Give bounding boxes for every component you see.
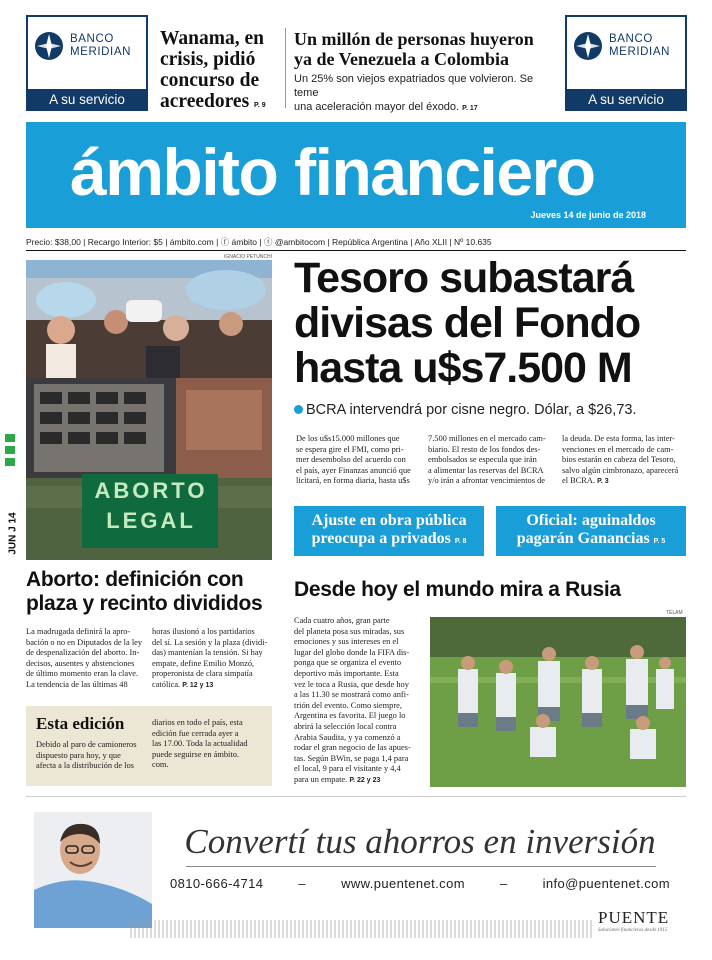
text-line: la deuda. De esta forma, las inter-	[562, 434, 675, 443]
box-line1: Ajuste en obra pública	[311, 512, 467, 529]
bank-ad-right[interactable]	[565, 15, 687, 111]
headline-line1: Tesoro subastará	[294, 254, 634, 302]
main-headline[interactable]	[294, 256, 686, 391]
main-col-3	[562, 434, 686, 488]
text-line: puede seguirse en ámbito.	[152, 749, 239, 759]
subhead-text: BCRA intervendrá por cisne negro. Dólar, a $26,73.	[306, 402, 637, 418]
teaser-venezuela[interactable]	[294, 29, 560, 116]
protest-sign-line2: LEGAL	[106, 508, 196, 533]
edition-box	[26, 706, 272, 786]
ad-dash: –	[499, 876, 508, 891]
bank-logo	[34, 31, 131, 61]
text-line: a las 11.30 se mostrará como anfi-	[294, 690, 409, 700]
text-line: De los u$s15.000 millones que	[296, 434, 400, 443]
russia-headline[interactable]: Desde hoy el mundo mira a Rusia	[294, 578, 621, 601]
text-line: das) mantenían la tensión. Si hay	[152, 648, 263, 658]
edition-col-2	[152, 718, 264, 771]
text-line: y/o irán a afrontar vencimientos de	[428, 476, 545, 486]
teaser-sub-line2	[294, 100, 560, 116]
compass-logo-icon	[34, 31, 64, 61]
man-photo	[34, 812, 152, 928]
text-line-text: el BCRA.	[562, 476, 596, 486]
edition-title: Esta edición	[36, 714, 125, 733]
ad-web[interactable]: www.puentenet.com	[341, 876, 465, 891]
page-ref: P. 8	[454, 538, 467, 545]
photo-credit: IGNACIO PETUNCHI	[224, 254, 273, 260]
text-line: bios estarán en cabeza del Tesoro,	[562, 455, 676, 465]
page-ref: P. 12 y 13	[182, 681, 214, 689]
russia-col	[294, 616, 420, 787]
box-obra-publica[interactable]	[294, 506, 484, 556]
teaser-title-line2: crisis, pidió	[160, 49, 256, 70]
football-photo-art	[430, 617, 686, 787]
bank-logo	[573, 31, 670, 61]
text-line: biario. El resto de los fondos des-	[428, 444, 541, 454]
ad-divider	[186, 866, 656, 867]
box-line2	[496, 530, 686, 551]
teaser-title-line1: Wanama, en	[160, 28, 265, 49]
text-line: venciones en el mercado de cam-	[562, 444, 674, 454]
text-line: de despenalización del aborto. In-	[26, 648, 140, 658]
text-line	[152, 680, 272, 692]
text-line: La tendencia de las últimas 48	[26, 679, 128, 689]
teaser-title-line4	[160, 91, 280, 116]
bank-tagline: A su servicio	[565, 89, 687, 111]
text-line: embolsados se especula que irán	[428, 455, 537, 465]
text-line: tas. Según BWin, se paga 1,4 para	[294, 753, 409, 763]
box-line2	[294, 530, 484, 551]
text-line: lugar del globo donde la FIFA dis-	[294, 647, 410, 657]
main-col-2	[428, 434, 554, 487]
headline-line2: plaza y recinto divididos	[26, 592, 263, 615]
text-line: abrirá la selección local contra	[294, 721, 397, 731]
man-photo-art	[34, 812, 152, 928]
main-col-1	[296, 434, 420, 487]
text-line: licitará, en forma diaria, hasta u$s	[296, 476, 410, 486]
headline-line3: hasta u$s7.500 M	[294, 344, 632, 392]
text-line: diarios en todo el país, esta	[152, 718, 243, 727]
text-line-text: para un empate.	[294, 774, 348, 784]
aborto-col-2	[152, 627, 272, 692]
headline-line2: divisas del Fondo	[294, 299, 641, 347]
text-line-text: católica.	[152, 679, 181, 689]
ad-fine-print	[130, 920, 594, 938]
edition-col-1	[36, 740, 148, 772]
ad-brand: PUENTE	[598, 908, 670, 927]
text-line: deportivo más importante. Esta	[294, 668, 399, 678]
text-line: a alimentar las reservas del BCRA	[428, 465, 544, 475]
page-ref: P. 17	[462, 105, 478, 112]
masthead-title[interactable]: ámbito financiero	[70, 135, 595, 209]
text-line: Cada cuatro años, gran parte	[294, 616, 390, 625]
aborto-headline[interactable]	[26, 568, 276, 616]
text-line: Argentina es favorita. El juego lo	[294, 711, 406, 721]
teaser-sub-line1: Un 25% son viejos expatriados que volvieron. Se teme	[294, 73, 534, 99]
page-ref: P. 22 y 23	[349, 776, 381, 784]
side-date: JUN J 14	[7, 512, 19, 555]
bank-ad-left[interactable]	[26, 15, 148, 111]
teaser-title-text: acreedores	[160, 91, 250, 112]
text-line	[294, 775, 420, 787]
ad-brand-sub: Soluciones financieras desde 1915	[598, 928, 668, 933]
text-line: afecta a la distribución de los	[36, 761, 134, 771]
bank-name-line1: BANCO	[70, 33, 114, 45]
rule	[26, 250, 686, 251]
teaser-wanama[interactable]	[160, 28, 280, 116]
bank-name-line2: MERIDIAN	[609, 46, 671, 58]
text-line: Debido al paro de camioneros	[36, 740, 137, 749]
text-line: edición fue cerrada ayer a	[152, 728, 239, 738]
text-line: bación o no en Diputados de la ley	[26, 637, 143, 647]
headline-line1: Aborto: definición con	[26, 568, 244, 591]
text-line: se espera gire el FMI, como pri-	[296, 444, 404, 454]
text-line: properonista de clara simpatía	[152, 669, 253, 679]
text-line: del planeta posa sus miradas, sus	[294, 626, 405, 636]
ad-contact-line	[170, 876, 670, 891]
teaser-sub-text: una aceleración mayor del éxodo.	[294, 101, 460, 113]
bank-tagline: A su servicio	[26, 89, 148, 111]
side-marks	[5, 434, 15, 468]
teaser-title-line1: Un millón de personas huyeron	[294, 29, 534, 49]
box-line2-text: preocupa a privados	[311, 530, 451, 547]
text-line: dispuesto para hoy, y que	[36, 750, 121, 760]
page-ref: P. 9	[254, 102, 266, 109]
text-line: del sí. La sesión y la plaza (dividi-	[152, 637, 268, 647]
text-line: el país, ayer Finanzas anunció que	[296, 465, 411, 475]
teaser-title-line3: concurso de	[160, 70, 260, 91]
bank-name	[609, 33, 670, 59]
bullet-icon	[294, 405, 303, 414]
text-line: mer desembolso del acuerdo con	[296, 455, 406, 465]
teaser-title-line2: ya de Venezuela a Colombia	[294, 49, 510, 69]
text-line: com.	[152, 760, 169, 770]
ad-slogan: Convertí tus ahorros en inversión	[184, 822, 656, 861]
photo-credit: TÉLAM	[666, 610, 683, 616]
ad-email[interactable]: info@puentenet.com	[542, 876, 670, 891]
text-line: emociones y sus intereses en el	[294, 637, 399, 647]
box-aguinaldos[interactable]	[496, 506, 686, 556]
box-line2-text: pagarán Ganancias	[516, 530, 650, 547]
masthead	[26, 122, 686, 228]
compass-logo-icon	[573, 31, 603, 61]
page-ref: P. 5	[653, 538, 666, 545]
ad-phone[interactable]: 0810-666-4714	[170, 876, 264, 891]
text-line: rodar el gran negocio de las apues-	[294, 743, 411, 753]
text-line: decisos, ausentes y abstenciones	[26, 658, 135, 668]
aborto-col-1	[26, 627, 146, 691]
text-line: vez le toca a Rusia, que desde hoy	[294, 679, 409, 689]
protest-sign-text	[86, 476, 216, 536]
meta-line: Precio: $38,00 | Recargo Interior: $5 | ámbito.com | ⓕ ámbito | ⓣ @ambitocom | República Argentina | Año XLII | Nº 10.635	[26, 237, 492, 247]
bank-name	[70, 33, 131, 59]
color-marks-icon	[5, 434, 15, 468]
text-line: ponga que se organiza el evento	[294, 658, 402, 668]
protest-sign-line1: ABORTO	[94, 478, 208, 503]
divider	[285, 28, 286, 108]
rule	[26, 796, 686, 797]
text-line: de último momento eran la clave.	[26, 669, 139, 679]
main-subhead	[294, 402, 686, 418]
protest-photo[interactable]	[26, 260, 272, 560]
text-line: trión del evento. Como siempre,	[294, 700, 402, 710]
text-line: salvo algún cimbronazo, aparecerá	[562, 465, 679, 475]
text-line: el local, 9 para el visitante y 4,4	[294, 764, 401, 774]
text-line: Arabia Saudita, y ya comenzó a	[294, 732, 401, 742]
text-line: 7.500 millones en el mercado cam-	[428, 434, 546, 443]
text-line: las 17.00. Toda la actualidad	[152, 739, 248, 749]
masthead-date: Jueves 14 de junio de 2018	[530, 210, 646, 220]
ad-dash: –	[298, 876, 307, 891]
football-photo[interactable]	[430, 617, 686, 787]
text-line: empate, define Emilio Monzó,	[152, 658, 255, 668]
bank-name-line2: MERIDIAN	[70, 46, 132, 58]
text-line: horas ilusionó a los partidarios	[152, 627, 255, 636]
text-line: La madrugada definirá la apro-	[26, 627, 131, 636]
bank-name-line1: BANCO	[609, 33, 653, 45]
bottom-ad[interactable]	[26, 810, 686, 946]
text-line	[562, 476, 686, 488]
box-line1: Oficial: aguinaldos	[526, 512, 656, 529]
page-ref: P. 3	[597, 478, 609, 486]
